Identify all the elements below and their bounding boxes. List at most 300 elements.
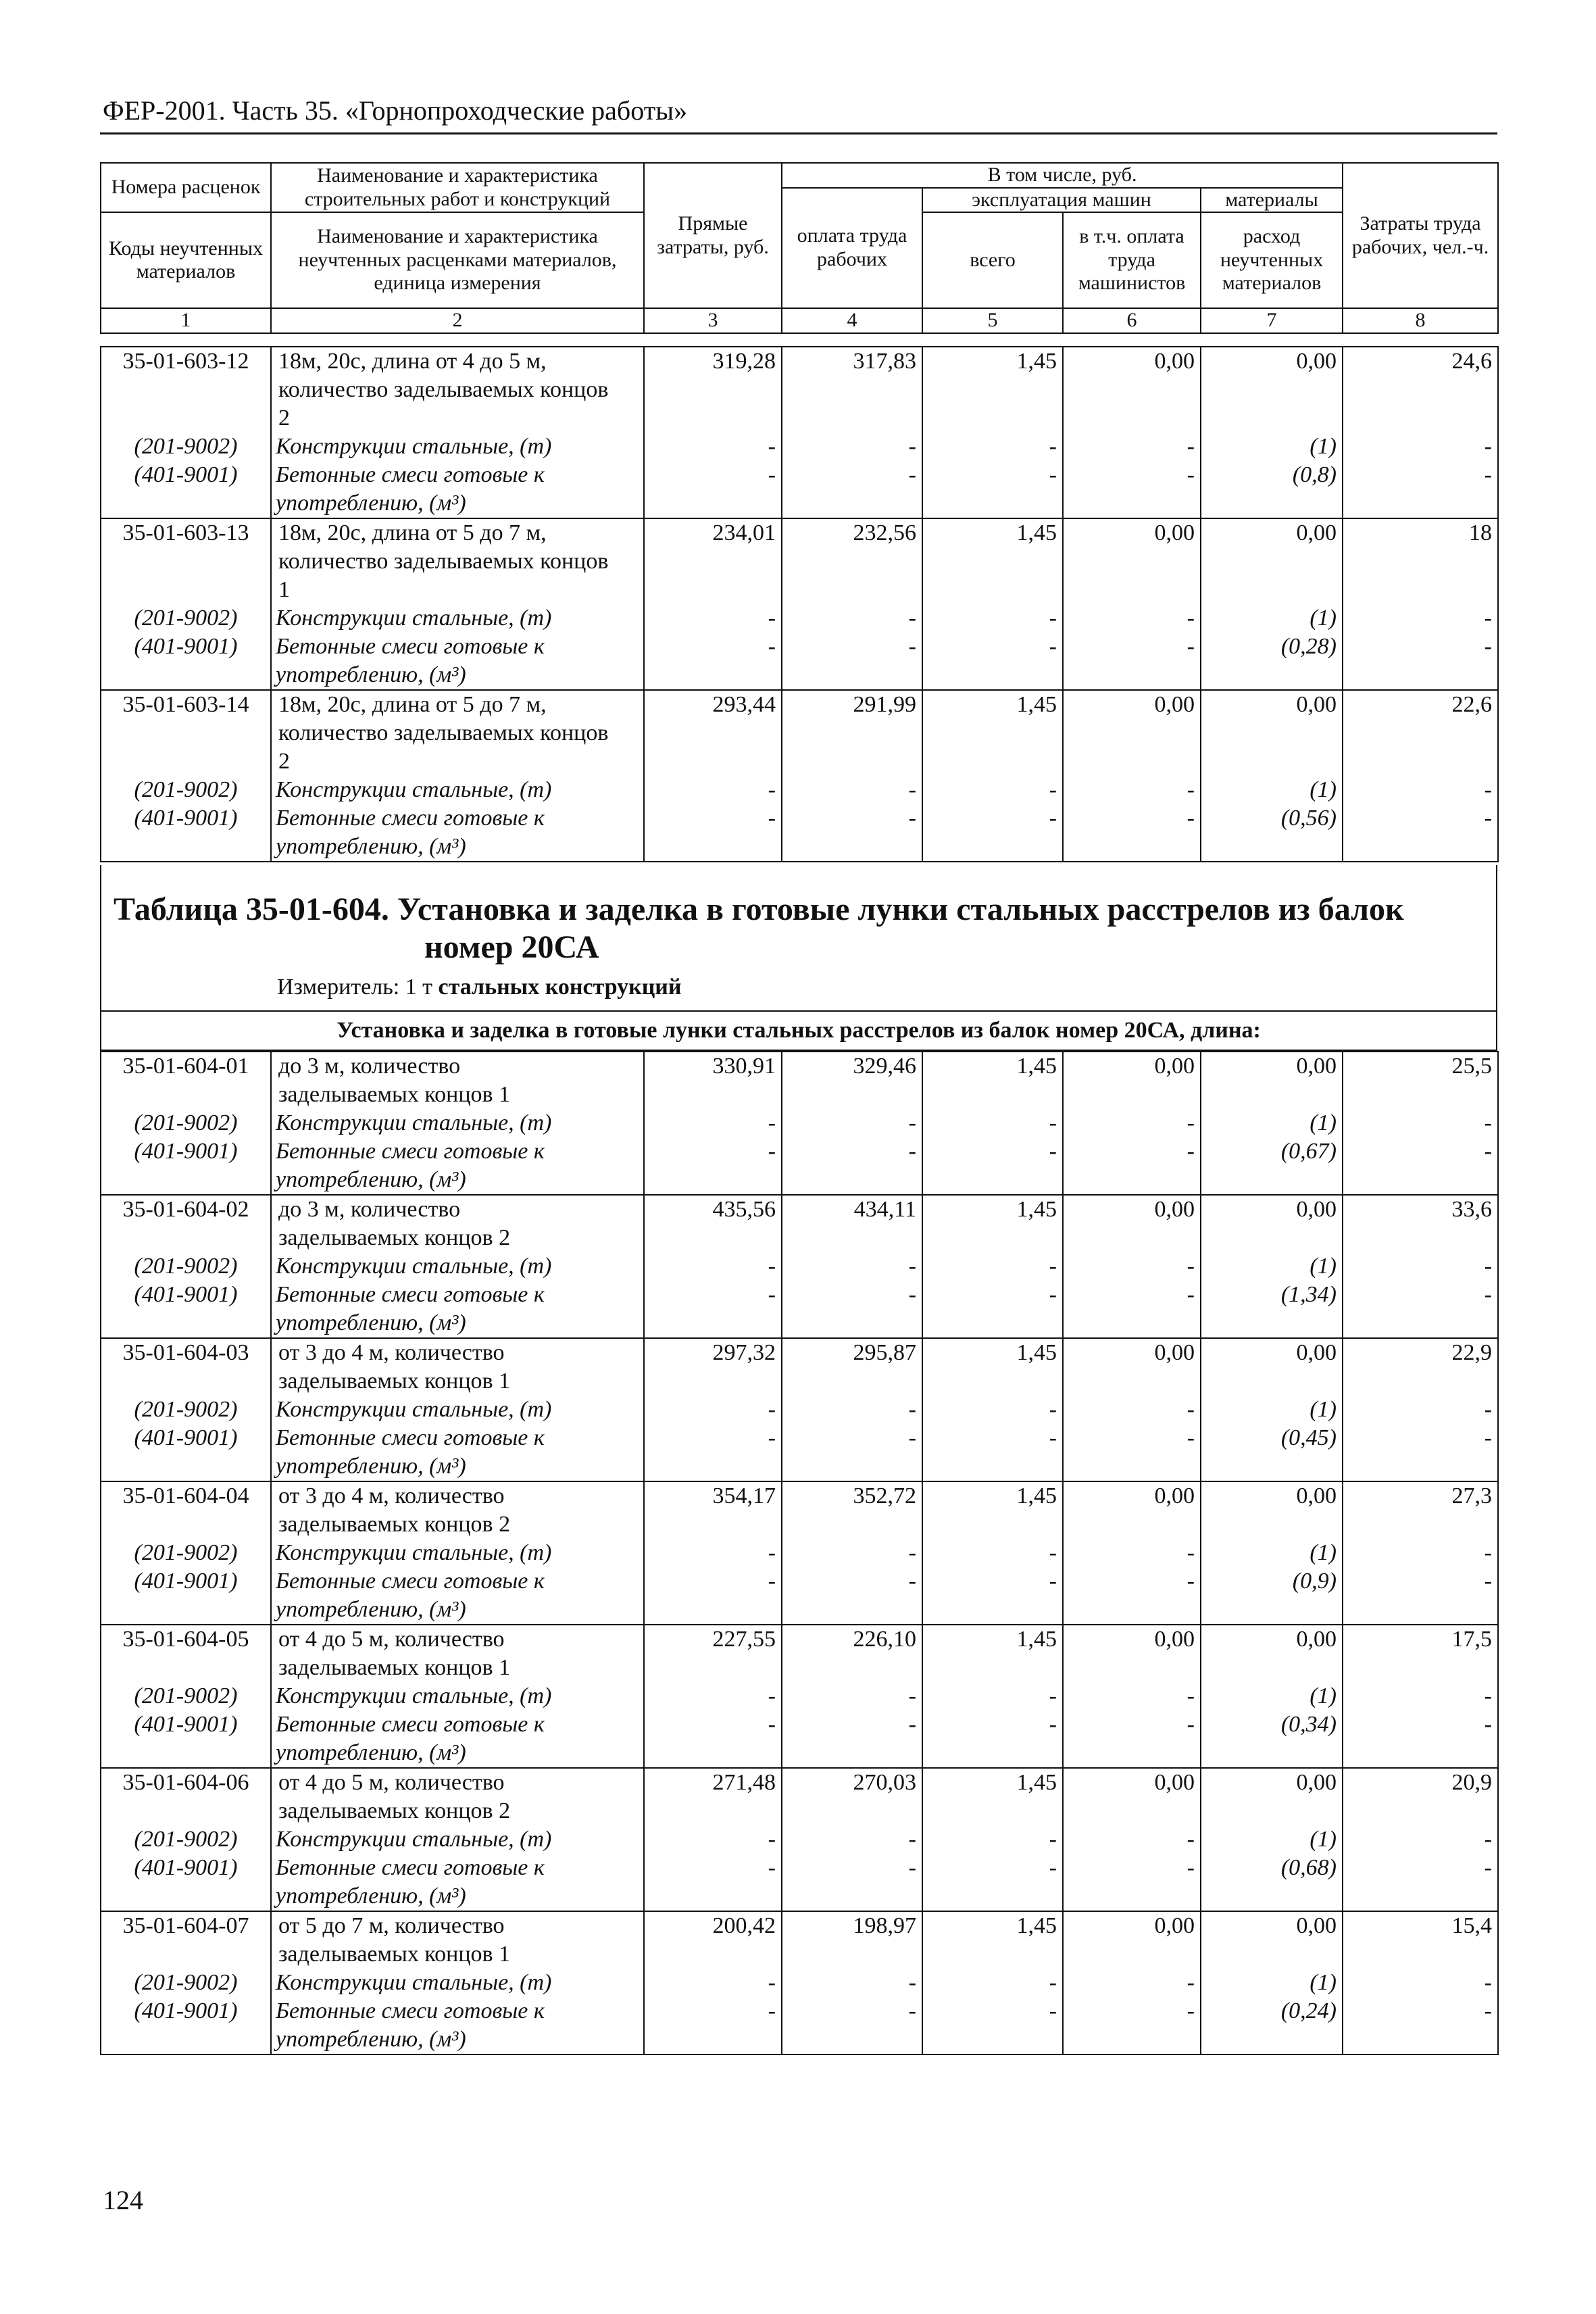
material-value: - — [1063, 1109, 1201, 1137]
rate-code: 35-01-604-06 — [101, 1768, 271, 1797]
material-value-cell — [1201, 1166, 1343, 1195]
material-name: Бетонные смеси готовые к — [271, 804, 644, 833]
material-code: (401-9001) — [101, 633, 271, 661]
measure-value: стальных конструкций — [438, 975, 682, 1000]
rate-code-cell — [101, 747, 271, 776]
material-value: - — [644, 1539, 782, 1567]
table-header — [100, 162, 1499, 334]
rate-value: 17,5 — [1343, 1625, 1498, 1654]
material-name: употреблению, (м³) — [271, 833, 644, 862]
material-code-cell — [101, 489, 271, 518]
rate-value-cell — [1063, 1367, 1201, 1396]
material-row — [101, 1281, 1498, 1309]
material-value: - — [644, 804, 782, 833]
material-code: (401-9001) — [101, 1710, 271, 1739]
rate-value-cell — [1343, 719, 1498, 747]
rate-value: 198,97 — [782, 1911, 922, 1940]
rate-value: 1,45 — [922, 518, 1063, 547]
header-rule — [100, 132, 1497, 134]
material-value: - — [644, 1109, 782, 1137]
material-name: Бетонные смеси готовые к — [271, 1710, 644, 1739]
material-value-cell — [782, 1166, 922, 1195]
material-value-cell — [1201, 489, 1343, 518]
material-value: - — [782, 1854, 922, 1882]
material-value: - — [922, 433, 1063, 461]
rate-value: 1,45 — [922, 347, 1063, 376]
material-code: (401-9001) — [101, 1281, 271, 1309]
material-code: (201-9002) — [101, 776, 271, 804]
rate-row — [101, 576, 1498, 604]
rate-value-cell — [1201, 1797, 1343, 1825]
rate-value-cell — [1343, 1654, 1498, 1682]
rate-value-cell — [1063, 1654, 1201, 1682]
rate-description: до 3 м, количество — [271, 1052, 644, 1081]
material-value: - — [922, 1281, 1063, 1309]
material-value-cell — [1201, 1596, 1343, 1625]
rate-value-cell — [1201, 404, 1343, 433]
material-value: - — [782, 1710, 922, 1739]
material-row — [101, 604, 1498, 633]
material-row — [101, 833, 1498, 862]
rate-value: 271,48 — [644, 1768, 782, 1797]
rate-code: 35-01-604-03 — [101, 1338, 271, 1367]
material-value: - — [782, 1109, 922, 1137]
material-code: (201-9002) — [101, 1109, 271, 1137]
rate-row — [101, 719, 1498, 747]
material-row — [101, 1567, 1498, 1596]
material-value-cell — [922, 833, 1063, 862]
rate-code: 35-01-603-14 — [101, 690, 271, 719]
rate-value-cell — [1063, 1224, 1201, 1252]
material-value: - — [1343, 1825, 1498, 1854]
material-value-cell — [1201, 1739, 1343, 1768]
material-value: - — [644, 1396, 782, 1424]
material-code-cell — [101, 1739, 271, 1768]
rate-description: 18м, 20с, длина от 5 до 7 м, — [271, 518, 644, 547]
material-name: употреблению, (м³) — [271, 1309, 644, 1338]
material-code-cell — [101, 2025, 271, 2054]
header-col-direct: Прямые затраты, руб. — [644, 163, 782, 308]
material-name: употреблению, (м³) — [271, 661, 644, 690]
material-value: - — [1063, 1854, 1201, 1882]
material-value: - — [1343, 633, 1498, 661]
material-value: - — [1063, 1682, 1201, 1710]
material-value: (1) — [1201, 1825, 1343, 1854]
material-row — [101, 776, 1498, 804]
material-value: - — [782, 1825, 922, 1854]
material-value-cell — [922, 1739, 1063, 1768]
material-name: Конструкции стальные, (т) — [271, 1539, 644, 1567]
material-value-cell — [782, 661, 922, 690]
rate-value: 293,44 — [644, 690, 782, 719]
material-value: - — [1343, 804, 1498, 833]
material-row — [101, 1969, 1498, 1997]
material-value: - — [644, 1825, 782, 1854]
material-value: - — [922, 604, 1063, 633]
header-col-name-top: Наименование и характеристика строительных работ и конструкций — [271, 163, 644, 212]
rate-value-cell — [922, 719, 1063, 747]
rate-value: 0,00 — [1201, 1052, 1343, 1081]
rate-code: 35-01-604-07 — [101, 1911, 271, 1940]
measure-unit — [277, 975, 682, 1000]
material-value: - — [644, 1137, 782, 1166]
material-name: Конструкции стальные, (т) — [271, 776, 644, 804]
rate-value: 329,46 — [782, 1052, 922, 1081]
rate-row — [101, 747, 1498, 776]
rate-value-cell — [1063, 1510, 1201, 1539]
rate-value: 330,91 — [644, 1052, 782, 1081]
material-value: (0,34) — [1201, 1710, 1343, 1739]
rate-row — [101, 404, 1498, 433]
rate-value: 1,45 — [922, 1338, 1063, 1367]
rate-description: 18м, 20с, длина от 4 до 5 м, — [271, 347, 644, 376]
rate-value-cell — [1343, 1510, 1498, 1539]
rate-row — [101, 1911, 1498, 1940]
rate-value: 25,5 — [1343, 1052, 1498, 1081]
header-col-mach-wages: в т.ч. оплата труда машинистов — [1063, 212, 1201, 308]
material-value: - — [922, 776, 1063, 804]
rate-value: 434,11 — [782, 1195, 922, 1224]
material-value: - — [1343, 1854, 1498, 1882]
rate-value-cell — [922, 1367, 1063, 1396]
header-group-materials: материалы — [1201, 188, 1343, 213]
rate-value-cell — [922, 1510, 1063, 1539]
material-code: (201-9002) — [101, 604, 271, 633]
rate-value-cell — [1063, 1081, 1201, 1109]
material-row — [101, 2025, 1498, 2054]
rate-code: 35-01-604-04 — [101, 1481, 271, 1510]
material-value: - — [782, 461, 922, 489]
rate-code-cell — [101, 576, 271, 604]
material-value: - — [1343, 1539, 1498, 1567]
material-row — [101, 804, 1498, 833]
header-col-labor: Затраты труда рабочих, чел.-ч. — [1343, 163, 1498, 308]
rate-row — [101, 1195, 1498, 1224]
rate-value: 352,72 — [782, 1481, 922, 1510]
rate-value: 0,00 — [1201, 518, 1343, 547]
material-row — [101, 1137, 1498, 1166]
material-name: Бетонные смеси готовые к — [271, 633, 644, 661]
rate-value-cell — [922, 376, 1063, 404]
material-value: - — [1343, 461, 1498, 489]
rate-value-cell — [644, 747, 782, 776]
rate-value: 297,32 — [644, 1338, 782, 1367]
material-value-cell — [922, 489, 1063, 518]
material-value-cell — [644, 1596, 782, 1625]
rate-value-cell — [1201, 576, 1343, 604]
rate-value-cell — [1343, 1367, 1498, 1396]
rate-value: 270,03 — [782, 1768, 922, 1797]
rate-value: 22,9 — [1343, 1338, 1498, 1367]
material-value: - — [922, 1969, 1063, 1997]
material-value: (0,68) — [1201, 1854, 1343, 1882]
material-value-cell — [1343, 1309, 1498, 1338]
material-row — [101, 461, 1498, 489]
rate-row — [101, 1654, 1498, 1682]
rate-value-cell — [1201, 1224, 1343, 1252]
header-col-number: 2 — [271, 308, 644, 333]
material-value-cell — [1201, 661, 1343, 690]
material-value-cell — [1063, 661, 1201, 690]
header-col-wages: оплата труда рабочих — [782, 188, 922, 309]
material-value-cell — [782, 833, 922, 862]
material-row — [101, 1596, 1498, 1625]
rate-row — [101, 1081, 1498, 1109]
rate-row — [101, 518, 1498, 547]
material-name: Бетонные смеси готовые к — [271, 1997, 644, 2025]
rate-value-cell — [1063, 719, 1201, 747]
rate-value-cell — [782, 1224, 922, 1252]
rate-description: заделываемых концов 2 — [271, 1224, 644, 1252]
material-value-cell — [644, 1739, 782, 1768]
material-value-cell — [644, 1452, 782, 1481]
table-title-line-1: Таблица 35-01-604. Установка и заделка в готовые лунки стальных расстрелов из балок — [114, 891, 1404, 927]
material-value-cell — [1063, 2025, 1201, 2054]
material-value-cell — [782, 1739, 922, 1768]
material-code: (401-9001) — [101, 1567, 271, 1596]
rate-value: 1,45 — [922, 1768, 1063, 1797]
material-value: - — [922, 1710, 1063, 1739]
material-value-cell — [1343, 1452, 1498, 1481]
rate-value-cell — [644, 719, 782, 747]
rate-value: 0,00 — [1063, 347, 1201, 376]
rate-value-cell — [782, 576, 922, 604]
material-name: употреблению, (м³) — [271, 1882, 644, 1911]
material-value: (1) — [1201, 433, 1343, 461]
rate-value-cell — [782, 547, 922, 576]
rate-value-cell — [1063, 747, 1201, 776]
rate-code-cell — [101, 1367, 271, 1396]
material-value: (1,34) — [1201, 1281, 1343, 1309]
header-col-number: 4 — [782, 308, 922, 333]
material-name: Конструкции стальные, (т) — [271, 1396, 644, 1424]
rate-row — [101, 1052, 1498, 1081]
material-value: - — [922, 1539, 1063, 1567]
material-value: - — [1343, 1252, 1498, 1281]
material-value-cell — [1201, 2025, 1343, 2054]
material-value: - — [782, 1252, 922, 1281]
rate-code: 35-01-604-02 — [101, 1195, 271, 1224]
material-code: (201-9002) — [101, 1252, 271, 1281]
rate-value-cell — [1343, 747, 1498, 776]
running-head: ФЕР-2001. Часть 35. «Горнопроходческие работы» — [103, 95, 688, 126]
rate-value-cell — [922, 747, 1063, 776]
material-value: (1) — [1201, 1682, 1343, 1710]
header-col-code-top: Номера расценок — [101, 163, 271, 212]
rate-value: 0,00 — [1063, 1052, 1201, 1081]
material-value: (0,8) — [1201, 461, 1343, 489]
material-value-cell — [1343, 2025, 1498, 2054]
rate-value-cell — [1201, 1654, 1343, 1682]
material-name: употреблению, (м³) — [271, 1596, 644, 1625]
rate-value-cell — [644, 1510, 782, 1539]
material-value-cell — [644, 1309, 782, 1338]
rate-value-cell — [644, 1654, 782, 1682]
rate-value-cell — [644, 1224, 782, 1252]
material-value-cell — [922, 661, 1063, 690]
material-value: - — [644, 604, 782, 633]
material-value-cell — [644, 661, 782, 690]
material-value: - — [1063, 804, 1201, 833]
material-value-cell — [782, 2025, 922, 2054]
material-value: - — [782, 604, 922, 633]
material-value: - — [782, 1969, 922, 1997]
rate-row — [101, 347, 1498, 376]
rate-value-cell — [1201, 1081, 1343, 1109]
rate-value-cell — [782, 1654, 922, 1682]
material-value: - — [644, 1567, 782, 1596]
rate-value: 1,45 — [922, 1481, 1063, 1510]
rate-code-cell — [101, 1081, 271, 1109]
material-row — [101, 1710, 1498, 1739]
material-value: - — [922, 1396, 1063, 1424]
material-value: (0,56) — [1201, 804, 1343, 833]
material-value: (1) — [1201, 1396, 1343, 1424]
rate-value-cell — [782, 1510, 922, 1539]
material-name: Бетонные смеси готовые к — [271, 1567, 644, 1596]
material-name: употреблению, (м³) — [271, 1166, 644, 1195]
rate-value: 0,00 — [1201, 1338, 1343, 1367]
rate-row — [101, 1797, 1498, 1825]
material-value-cell — [1063, 1739, 1201, 1768]
rate-value-cell — [1063, 1940, 1201, 1969]
rate-value: 1,45 — [922, 1911, 1063, 1940]
material-value: - — [1063, 633, 1201, 661]
rate-value-cell — [1201, 376, 1343, 404]
material-value: (0,24) — [1201, 1997, 1343, 2025]
material-row — [101, 661, 1498, 690]
material-value: - — [1343, 433, 1498, 461]
rate-value-cell — [1343, 1940, 1498, 1969]
material-code: (201-9002) — [101, 1539, 271, 1567]
rate-value-cell — [1063, 404, 1201, 433]
material-value: - — [922, 1825, 1063, 1854]
material-value: - — [922, 1682, 1063, 1710]
rate-description: заделываемых концов 2 — [271, 1510, 644, 1539]
rate-value-cell — [644, 576, 782, 604]
material-value: - — [782, 433, 922, 461]
rate-row — [101, 376, 1498, 404]
material-row — [101, 1166, 1498, 1195]
material-value: - — [1063, 1137, 1201, 1166]
measure-label: Измеритель: 1 т — [277, 975, 433, 1000]
material-value-cell — [1063, 1309, 1201, 1338]
material-value: - — [1343, 776, 1498, 804]
rate-code-cell — [101, 1654, 271, 1682]
rate-value-cell — [1343, 547, 1498, 576]
material-row — [101, 1109, 1498, 1137]
material-value: (0,28) — [1201, 633, 1343, 661]
rate-value: 317,83 — [782, 347, 922, 376]
rate-value: 24,6 — [1343, 347, 1498, 376]
rate-value-cell — [782, 1940, 922, 1969]
rate-value-cell — [1343, 404, 1498, 433]
material-value: - — [644, 1969, 782, 1997]
rate-row — [101, 1768, 1498, 1797]
rate-value: 0,00 — [1201, 1911, 1343, 1940]
rate-value-cell — [1063, 547, 1201, 576]
material-value: - — [1063, 1252, 1201, 1281]
material-value-cell — [644, 833, 782, 862]
material-value: - — [782, 1997, 922, 2025]
rate-value-cell — [644, 547, 782, 576]
rate-value: 1,45 — [922, 1625, 1063, 1654]
material-row — [101, 633, 1498, 661]
rate-code: 35-01-604-01 — [101, 1052, 271, 1081]
rate-value-cell — [1201, 1510, 1343, 1539]
material-value: (1) — [1201, 604, 1343, 633]
rate-value: 0,00 — [1201, 1768, 1343, 1797]
rate-value: 0,00 — [1201, 1195, 1343, 1224]
material-value-cell — [644, 1882, 782, 1911]
material-row — [101, 1252, 1498, 1281]
rate-value: 0,00 — [1201, 1625, 1343, 1654]
material-value: - — [1343, 1424, 1498, 1452]
material-value-cell — [1063, 1596, 1201, 1625]
rate-row — [101, 1625, 1498, 1654]
rate-value: 319,28 — [644, 347, 782, 376]
rate-value-cell — [644, 1367, 782, 1396]
rate-value: 291,99 — [782, 690, 922, 719]
rates-table-604 — [100, 1051, 1499, 2055]
rate-row — [101, 690, 1498, 719]
rate-description: от 4 до 5 м, количество — [271, 1768, 644, 1797]
rate-value: 234,01 — [644, 518, 782, 547]
material-value: - — [1063, 1969, 1201, 1997]
material-value: - — [644, 1710, 782, 1739]
material-value: - — [1343, 604, 1498, 633]
material-value: - — [1063, 1281, 1201, 1309]
rate-value: 0,00 — [1063, 1768, 1201, 1797]
material-value-cell — [1063, 489, 1201, 518]
material-value: - — [782, 776, 922, 804]
header-col-number: 1 — [101, 308, 271, 333]
rate-value-cell — [922, 1797, 1063, 1825]
material-value: - — [922, 1997, 1063, 2025]
header-col-number: 6 — [1063, 308, 1201, 333]
rate-value: 226,10 — [782, 1625, 922, 1654]
material-name: Конструкции стальные, (т) — [271, 433, 644, 461]
material-value: (0,9) — [1201, 1567, 1343, 1596]
rate-description: 2 — [271, 747, 644, 776]
material-value: - — [922, 1137, 1063, 1166]
table-border — [100, 865, 101, 1014]
material-value-cell — [1343, 489, 1498, 518]
material-value: - — [1343, 1969, 1498, 1997]
rate-row — [101, 1338, 1498, 1367]
rate-value-cell — [922, 404, 1063, 433]
material-code: (401-9001) — [101, 461, 271, 489]
header-col-number: 5 — [922, 308, 1063, 333]
rate-value-cell — [644, 376, 782, 404]
rate-row — [101, 1940, 1498, 1969]
material-value: - — [644, 1424, 782, 1452]
material-value-cell — [1201, 1309, 1343, 1338]
rate-description: заделываемых концов 1 — [271, 1367, 644, 1396]
material-value: - — [922, 1567, 1063, 1596]
material-value: - — [644, 1854, 782, 1882]
material-value: (0,67) — [1201, 1137, 1343, 1166]
material-value: - — [1343, 1997, 1498, 2025]
rate-value: 1,45 — [922, 1052, 1063, 1081]
material-value: - — [782, 633, 922, 661]
material-code-cell — [101, 1166, 271, 1195]
rate-value-cell — [1343, 1797, 1498, 1825]
material-row — [101, 1882, 1498, 1911]
material-value: - — [1343, 1109, 1498, 1137]
material-code: (201-9002) — [101, 1825, 271, 1854]
material-value: - — [1063, 604, 1201, 633]
